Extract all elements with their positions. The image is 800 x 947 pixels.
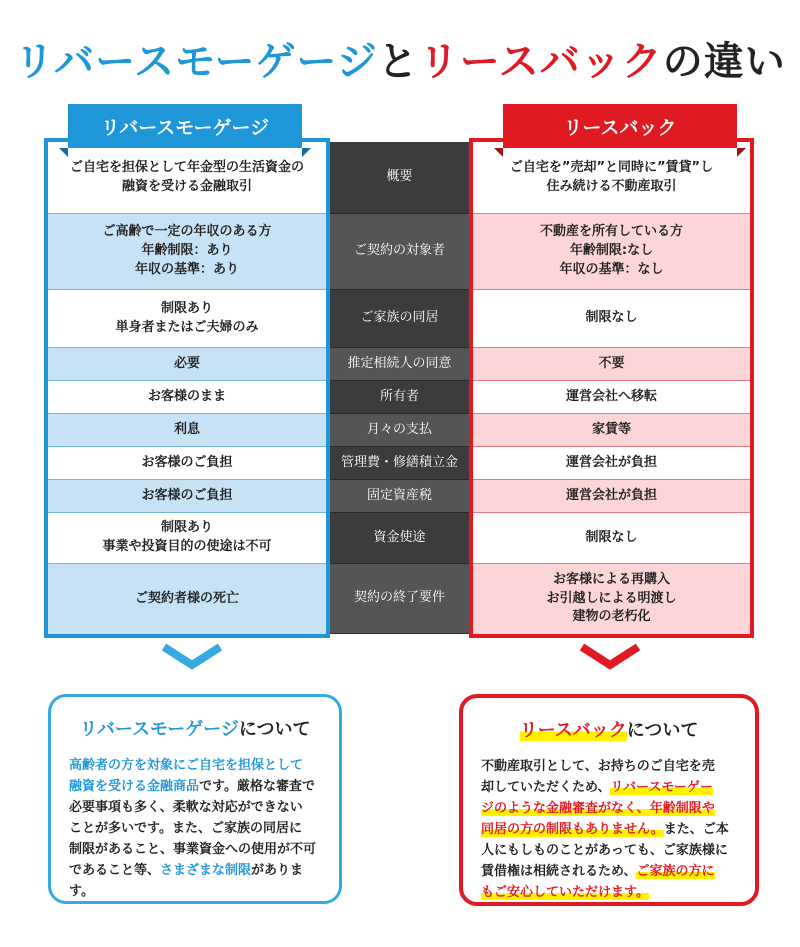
chevron-down-icon (578, 643, 642, 671)
right-row-value: ご自宅を”売却”と同時に”賃貸”し 住み続ける不動産取引 (473, 142, 750, 214)
row-category-label: ご家族の同居 (330, 290, 469, 348)
box-title-suffix: について (626, 720, 699, 741)
left-row-value: お客様のご負担 (48, 447, 326, 480)
left-row-value: お客様のまま (48, 381, 326, 414)
highlight-text: ご家族の方に もご安心していただけます。 (481, 864, 715, 901)
row-category-label: ご契約の対象者 (330, 214, 469, 290)
row-category-label: 所有者 (330, 381, 469, 414)
title-conjunction: と (377, 39, 419, 85)
body-text: です。厳格な審査で 必要事項も多く、柔軟な対応ができない ことが多いです。また、ご家族の同居に 制限があること、事業資金への使用が不可 であること等、 (69, 779, 317, 879)
box-title-highlight: リバースモーゲージ (79, 719, 239, 740)
title-leaseback: リースバック (418, 39, 663, 85)
left-row-value: 必要 (48, 348, 326, 381)
row-category-label: 固定資産税 (330, 480, 469, 513)
body-text: があります。 (69, 863, 304, 900)
left-row-value: 制限あり 単身者またはご夫婦のみ (48, 290, 326, 348)
right-row-value: 運営会社へ移転 (473, 381, 750, 414)
right-row-value: 家賃等 (473, 414, 750, 447)
left-row-value: 利息 (48, 414, 326, 447)
right-row-value: 不要 (473, 348, 750, 381)
leaseback-column (469, 138, 754, 638)
box-body (69, 755, 321, 902)
title-suffix: の違い (662, 39, 786, 85)
title-reverse-mortgage: リバースモーゲージ (14, 39, 378, 85)
body-text: また、ご本 人にもしものことがあっても、ご家族様に 賃借権は相続されるため、 (481, 822, 729, 880)
left-row-value: 制限あり 事業や投資目的の使途は不可 (48, 513, 326, 564)
reverse-mortgage-info-box (48, 694, 342, 904)
highlight-text: さまざまな制限 (160, 863, 252, 879)
box-title-highlight: リースバック (519, 720, 627, 741)
highlight-text: 高齢者の方を対象にご自宅を担保として 融資を受ける金融商品 (69, 758, 304, 795)
row-category-label: 概要 (330, 142, 469, 214)
box-title (69, 715, 321, 741)
box-title-suffix: について (238, 719, 311, 740)
left-row-value: ご高齢で一定の年収のある方 年齢制限：あり 年収の基準：あり (48, 214, 326, 290)
row-category-label: 推定相続人の同意 (330, 348, 469, 381)
left-row-value: お客様のご負担 (48, 480, 326, 513)
left-header-label: リバースモーゲージ (100, 116, 270, 139)
row-category-label: 管理費・修繕積立金 (330, 447, 469, 480)
row-category-label: 契約の終了要件 (330, 564, 469, 634)
chevron-down-icon (160, 643, 224, 671)
left-row-value: ご契約者様の死亡 (48, 564, 326, 634)
right-row-value: 制限なし (473, 290, 750, 348)
box-body (481, 756, 737, 903)
comparison-category-column (330, 142, 469, 634)
page-title (0, 30, 800, 87)
right-row-value: 制限なし (473, 513, 750, 564)
right-row-value: 運営会社が負担 (473, 447, 750, 480)
right-header-label: リースバック (563, 116, 677, 139)
leaseback-info-box (459, 694, 759, 906)
box-title (481, 716, 737, 742)
row-category-label: 資金使途 (330, 513, 469, 564)
row-category-label: 月々の支払 (330, 414, 469, 447)
body-text: 不動産取引として、お持ちのご自宅を売 却していただくため、 (481, 759, 715, 796)
left-row-value: ご自宅を担保として年金型の生活資金の 融資を受ける金融取引 (48, 142, 326, 214)
right-row-value: 運営会社が負担 (473, 480, 750, 513)
highlight-text: リバースモーゲー ジのような金融審査がなく、年齢制限や 同居の方の制限もありません。 (481, 780, 715, 838)
reverse-mortgage-column (44, 138, 330, 638)
right-row-value: お客様による再購入 お引越しによる明渡し 建物の老朽化 (473, 564, 750, 634)
right-row-value: 不動産を所有している方 年齢制限:なし 年収の基準：なし (473, 214, 750, 290)
